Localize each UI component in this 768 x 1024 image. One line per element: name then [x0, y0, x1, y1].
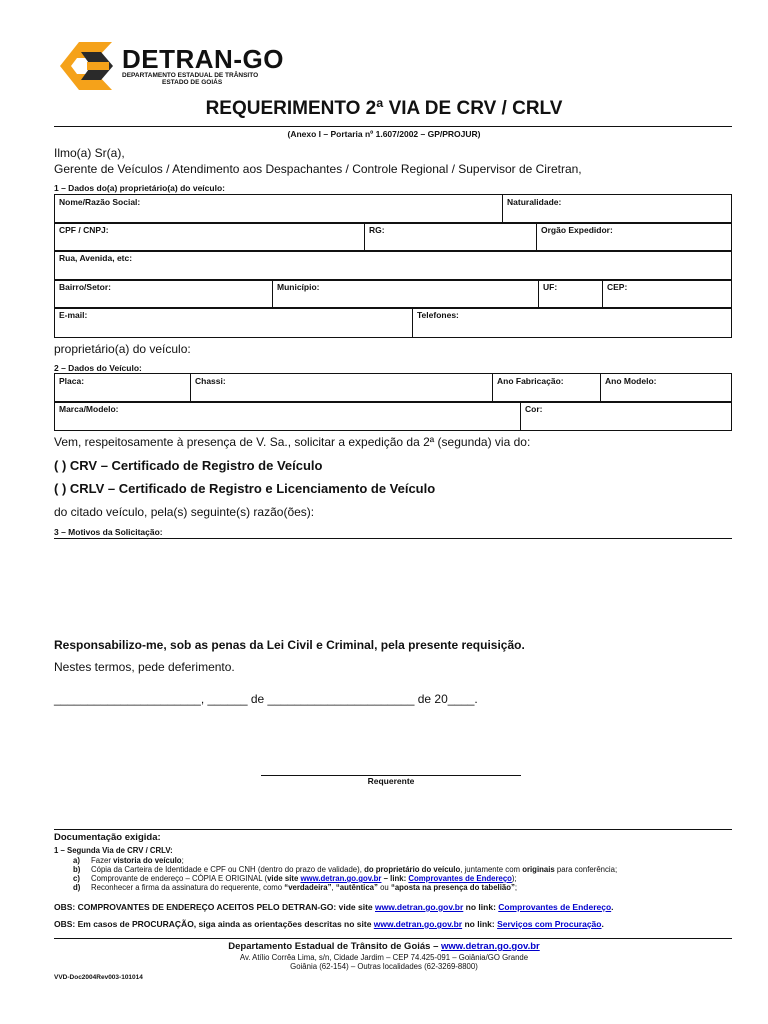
footer-address: Av. Atílio Corrêa Lima, s/n, Cidade Jardim – CEP 74.425-091 – Goiânia/GO Grande [239, 953, 529, 962]
field-ano-modelo[interactable]: Ano Modelo: [601, 374, 732, 403]
reasons-area[interactable] [54, 541, 732, 629]
field-ano-fabricacao[interactable]: Ano Fabricação: [493, 374, 601, 403]
salutation: Ilmo(a) Sr(a), [54, 146, 125, 160]
option-crv[interactable]: ( ) CRV – Certificado de Registro de Veículo [54, 458, 323, 473]
signature-label: Requerente [367, 776, 415, 786]
docs-subtitle: 1 – Segunda Via de CRV / CRLV: [54, 846, 173, 855]
obs-procuracao: OBS: Em casos de PROCURAÇÃO, siga ainda as orientações descritas no site www.detran.go.gov.br no link: Serviços com Procuração. [54, 919, 604, 929]
section3-divider [54, 538, 732, 539]
owner-data-table-row2 [54, 222, 732, 252]
obs1-comprovantes-link[interactable]: Comprovantes de Endereço [498, 902, 612, 912]
footer-divider [54, 938, 732, 939]
owner-data-table-row4 [54, 279, 732, 309]
obs2-procuracao-link[interactable]: Serviços com Procuração [497, 919, 602, 929]
page-title: REQUERIMENTO 2ª VIA DE CRV / CRLV [205, 98, 563, 119]
vehicle-data-table-row2 [54, 401, 732, 431]
owner-data-table-row5 [54, 307, 732, 338]
section3-title: 3 – Motivos da Solicitação: [54, 527, 163, 537]
field-cpf[interactable]: CPF / CNPJ: [55, 223, 365, 252]
owner-data-table [54, 194, 732, 224]
field-nome[interactable]: Nome/Razão Social: [55, 195, 503, 224]
field-uf[interactable]: UF: [539, 280, 603, 309]
docs-item-a: a) Fazer vistoria do veículo; [73, 856, 184, 865]
section1-title: 1 – Dados do(a) proprietário(a) do veículo: [54, 183, 225, 193]
field-chassi[interactable]: Chassi: [191, 374, 493, 403]
logo-name: DETRAN-GO [122, 44, 284, 74]
obs1-detran-link[interactable]: www.detran.go.gov.br [375, 902, 464, 912]
field-orgao[interactable]: Orgão Expedidor: [537, 223, 732, 252]
logo-subtitle: DEPARTAMENTO ESTADUAL DE TRÂNSITO ESTADO DE GOIÁS [122, 72, 259, 86]
request-text: Vem, respeitosamente à presença de V. Sa., solicitar a expedição da 2ª (segunda) via do: [54, 435, 531, 449]
field-telefones[interactable]: Telefones: [413, 308, 732, 338]
docs-item-b: b) Cópia da Carteira de Identidade e CPF ou CNH (dentro do prazo de validade), do proprietário do veículo, juntamente com originais para conferência; [73, 865, 618, 874]
footer-phones: Goiânia (62-154) – Outras localidades (62-3269-8800) [290, 962, 478, 971]
addressee: Gerente de Veículos / Atendimento aos Despachantes / Controle Regional / Supervisor de Ciretran, [54, 162, 582, 176]
docs-detran-link[interactable]: www.detran.go.gov.br [300, 874, 382, 883]
section2-title: 2 – Dados do Veículo: [54, 363, 142, 373]
docs-title: Documentação exigida: [54, 832, 161, 843]
option-crlv[interactable]: ( ) CRLV – Certificado de Registro e Licenciamento de Veículo [54, 481, 436, 496]
docs-divider [54, 829, 732, 830]
owner-label: proprietário(a) do veículo: [54, 342, 191, 356]
field-municipio[interactable]: Município: [273, 280, 539, 309]
reason-intro: do citado veículo, pela(s) seguinte(s) razão(ões): [54, 505, 315, 519]
field-naturalidade[interactable]: Naturalidade: [503, 195, 732, 224]
obs2-detran-link[interactable]: www.detran.go.gov.br [373, 919, 463, 929]
docs-item-d: d) Reconhecer a firma da assinatura do requerente, como “verdadeira”, “autêntica” ou “aposta na presença do tabelião”; [73, 883, 518, 892]
obs-comprovantes: OBS: COMPROVANTES DE ENDEREÇO ACEITOS PELO DETRAN-GO: vide site www.detran.go.gov.br no link: Comprovantes de Endereço. [54, 902, 614, 912]
field-cep[interactable]: CEP: [603, 280, 732, 309]
docs-item-c: c) Comprovante de endereço – CÓPIA E ORIGINAL (vide site www.detran.go.gov.br – link: Comprovantes de Endereço); [73, 874, 517, 883]
field-cor[interactable]: Cor: [521, 402, 732, 431]
field-rg[interactable]: RG: [365, 223, 537, 252]
closing-text: Nestes termos, pede deferimento. [54, 660, 235, 674]
footer-detran-link[interactable]: www.detran.go.gov.br [441, 941, 540, 952]
field-bairro[interactable]: Bairro/Setor: [55, 280, 273, 309]
document-code: VVD-Doc2004Rev003-101014 [54, 974, 143, 981]
page-subtitle: (Anexo I – Portaria nº 1.607/2002 – GP/PROJUR) [287, 129, 481, 139]
responsibility-statement: Responsabilizo-me, sob as penas da Lei Civil e Criminal, pela presente requisição. [54, 638, 525, 652]
docs-comprovantes-link[interactable]: Comprovantes de Endereço [408, 874, 512, 883]
field-placa[interactable]: Placa: [55, 374, 191, 403]
footer-org: Departamento Estadual de Trânsito de Goiás – www.detran.go.gov.br [228, 941, 540, 952]
vehicle-data-table [54, 373, 732, 403]
field-email[interactable]: E-mail: [55, 308, 413, 338]
owner-data-table-row3 [54, 250, 732, 281]
field-marca-modelo[interactable]: Marca/Modelo: [55, 402, 521, 431]
title-divider [54, 126, 732, 127]
date-line[interactable]: ______________________, ______ de ______________________ de 20____. [54, 692, 478, 706]
field-rua[interactable]: Rua, Avenida, etc: [55, 251, 732, 281]
